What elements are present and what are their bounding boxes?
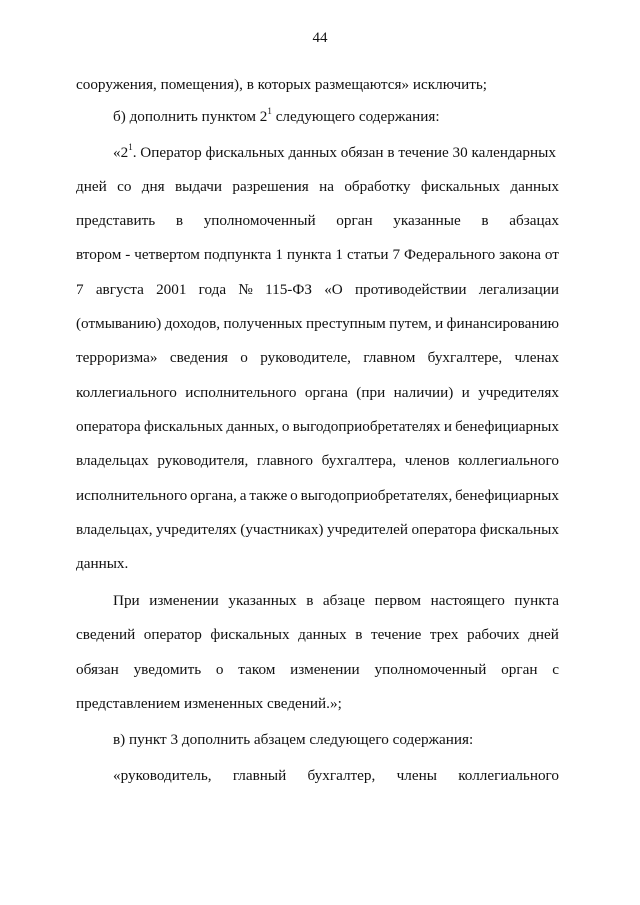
text-word: дней	[528, 626, 559, 643]
text-word: главный	[232, 767, 287, 784]
text-line	[76, 314, 559, 334]
text-line	[76, 383, 559, 403]
text-line	[76, 625, 559, 645]
text-word: втором	[76, 246, 122, 263]
text-word: (отмыванию)	[76, 315, 162, 332]
text-word: коллегиального	[458, 767, 559, 784]
text-word: пункта	[514, 592, 559, 609]
text-word: орган	[336, 212, 373, 229]
text-word: дней	[76, 178, 107, 195]
text-word: бухгалтер,	[307, 767, 376, 784]
text-word: оператора	[76, 418, 141, 435]
text-word: о	[215, 661, 224, 678]
text-word: главного	[256, 452, 314, 469]
text-word: уведомить	[133, 661, 202, 678]
text-word: бенефициарных	[455, 418, 559, 435]
text-word: 1	[275, 246, 283, 263]
text-word: противодействии	[354, 281, 467, 298]
text-line	[113, 591, 559, 611]
text-word: 7	[392, 246, 401, 263]
text-word: а	[239, 487, 247, 504]
text-word: руководителе,	[260, 349, 351, 366]
text-word: выгодоприобретателях,	[300, 487, 453, 504]
text-word: владельцах	[76, 452, 149, 469]
text-word: указанных	[228, 592, 297, 609]
text-line: в) пункт 3 дополнить абзацем следующего содержания:	[113, 731, 474, 748]
text-line	[113, 107, 559, 127]
text-word: в	[306, 592, 314, 609]
text-word: учредителях	[478, 384, 559, 401]
text-line	[76, 660, 559, 680]
text-word: первом	[374, 592, 422, 609]
text-word: органа,	[190, 487, 237, 504]
text-word: обязан	[76, 661, 119, 678]
text-word: таком	[238, 661, 276, 678]
text-word: №	[238, 281, 253, 298]
text-word: учредителях	[156, 521, 237, 538]
text-line	[76, 211, 559, 231]
text-word: наличии)	[393, 384, 454, 401]
text-word: указанные	[393, 212, 461, 229]
text-word: 115-ФЗ	[265, 281, 312, 298]
text-word: о	[281, 418, 290, 435]
text-word: в	[175, 212, 184, 229]
text-word: пункта	[286, 246, 332, 263]
text-word: бухгалтера,	[321, 452, 397, 469]
text-word: и	[443, 418, 452, 435]
text-word: о	[240, 349, 248, 366]
text-fragment: следующего содержания:	[271, 108, 440, 125]
text-line	[76, 177, 559, 197]
text-word: фискальных	[143, 418, 224, 435]
text-word: оператор	[143, 626, 202, 643]
text-line	[113, 766, 559, 786]
text-word: уполномоченный	[203, 212, 316, 229]
text-word: главном	[363, 349, 416, 366]
text-word: финансированию	[446, 315, 559, 332]
text-word: исполнительного	[76, 487, 188, 504]
text-word: абзацах	[509, 212, 559, 229]
text-word: коллегиального	[76, 384, 177, 401]
text-word: и	[435, 315, 444, 332]
text-word: рабочих	[467, 626, 520, 643]
text-word: данных,	[226, 418, 279, 435]
text-word: также	[249, 487, 288, 504]
text-word: владельцах,	[76, 521, 153, 538]
page-number: 44	[312, 30, 328, 46]
text-word: с	[552, 661, 559, 678]
text-word: уполномоченный	[374, 661, 487, 678]
text-word: настоящего	[430, 592, 505, 609]
text-word: статьи	[346, 246, 389, 263]
text-word: органа	[304, 384, 348, 401]
text-word: абзаце	[322, 592, 365, 609]
text-word: терроризма»	[76, 349, 158, 366]
text-word: течение	[370, 626, 422, 643]
text-word: изменении	[290, 661, 360, 678]
text-line	[76, 486, 559, 506]
text-word: коллегиального	[458, 452, 559, 469]
text-word: обработку	[344, 178, 411, 195]
text-word: руководителя,	[157, 452, 249, 469]
text-word: 1	[335, 246, 344, 263]
text-word: о	[290, 487, 298, 504]
text-fragment: б) дополнить пунктом 2	[113, 108, 268, 125]
text-word: преступным	[306, 315, 386, 332]
text-word: «руководитель,	[113, 767, 212, 784]
text-word: сведения	[169, 349, 228, 366]
text-line	[113, 143, 559, 163]
text-word: исполнительного	[185, 384, 297, 401]
text-word: трех	[429, 626, 459, 643]
text-word: (участниках)	[240, 521, 324, 538]
text-word: со	[117, 178, 132, 195]
text-word: в	[481, 212, 489, 229]
text-word: представить	[76, 212, 156, 229]
text-word: -	[125, 246, 131, 263]
text-word: «О	[324, 281, 343, 298]
text-word: в	[355, 626, 363, 643]
text-word: и	[461, 384, 470, 401]
text-word: разрешения	[232, 178, 309, 195]
text-word: сведений	[76, 626, 136, 643]
text-word: подпункта	[203, 246, 272, 263]
text-line	[76, 348, 559, 368]
text-word: фискальных	[210, 626, 290, 643]
text-word: выгодоприобретателях	[292, 418, 441, 435]
text-word: легализации	[478, 281, 559, 298]
text-word: учредителей	[326, 521, 409, 538]
text-word: фискальных	[420, 178, 501, 195]
text-word: изменении	[149, 592, 219, 609]
text-word: орган	[501, 661, 538, 678]
text-word: данных	[298, 626, 347, 643]
text-word: от	[544, 246, 559, 263]
text-line	[76, 280, 559, 300]
superscript: 1	[267, 106, 272, 116]
text-word: данных	[510, 178, 559, 195]
text-word: члены	[396, 767, 437, 784]
text-fragment: «2	[113, 144, 129, 161]
text-word: 2001	[156, 281, 187, 298]
text-word: (при	[356, 384, 386, 401]
text-line: сооружения, помещения), в которых размещаются» исключить;	[76, 76, 488, 93]
text-line	[76, 520, 559, 540]
text-word: полученных	[223, 315, 303, 332]
text-line: данных.	[76, 555, 129, 572]
text-word: бухгалтере,	[427, 349, 503, 366]
text-line	[76, 245, 559, 265]
superscript: 1	[128, 142, 133, 152]
text-word: доходов,	[164, 315, 221, 332]
text-word: бенефициарных	[455, 487, 559, 504]
text-line	[76, 451, 559, 471]
text-word: Федерального	[404, 246, 496, 263]
text-fragment: . Оператор фискальных данных обязан в течение 30 календарных	[132, 144, 556, 161]
text-word: четвертом	[134, 246, 200, 263]
text-word: членов	[404, 452, 450, 469]
text-word: членах	[514, 349, 559, 366]
text-word: года	[198, 281, 227, 298]
text-word: фискальных	[479, 521, 559, 538]
text-line	[76, 417, 559, 437]
text-word: на	[319, 178, 334, 195]
text-word: августа	[95, 281, 144, 298]
text-word: выдачи	[175, 178, 223, 195]
text-word: 7	[76, 281, 84, 298]
text-word: При	[113, 592, 140, 609]
text-word: путем,	[389, 315, 432, 332]
text-word: оператора	[411, 521, 477, 538]
text-word: закона	[499, 246, 541, 263]
text-word: дня	[141, 178, 165, 195]
text-line: представлением измененных сведений.»;	[76, 695, 342, 712]
